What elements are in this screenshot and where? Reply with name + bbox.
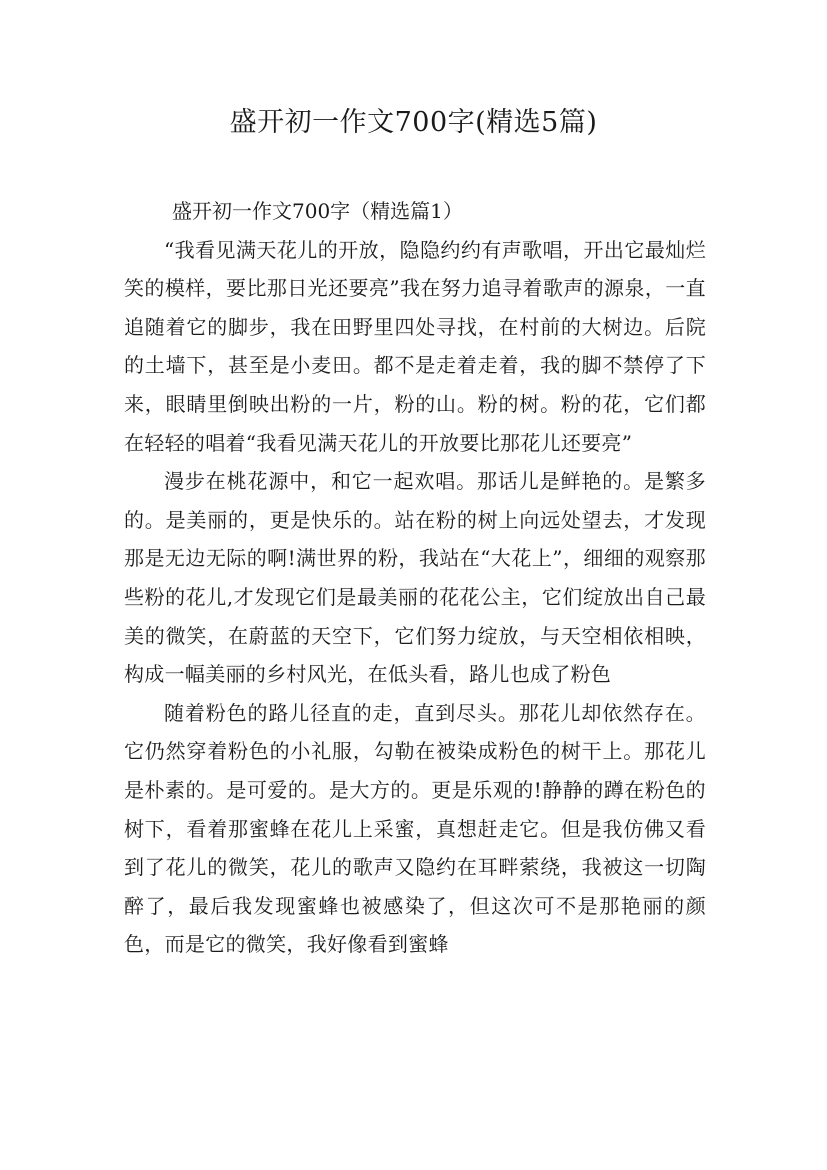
paragraph-1: “我看见满天花儿的开放，隐隐约约有声歌唱，开出它最灿烂笑的模样，要比那日光还要亮”我在努力追寻着歌声的源泉，一直追随着它的脚步，我在田野里四处寻找，在村前的大树边。后院的土墙下，甚至是小麦田。都不是走着走着，我的脚不禁停了下来，眼睛里倒映出粉的一片，粉的山。粉的树。粉的花，它们都在轻轻的唱着“我看见满天花儿的开放要比那花儿还要亮”: [124, 237, 706, 455]
document-title: 盛开初一作文700字(精选5篇): [229, 107, 598, 138]
paragraph-3: 随着粉色的路儿径直的走，直到尽头。那花儿却依然存在。它仍然穿着粉色的小礼服，勾勒在被染成粉色的树干上。那花儿是朴素的。是可爱的。是大方的。更是乐观的!静静的蹲在粉色的树下，看着那蜜蜂在花儿上采蜜，真想赶走它。但是我仿佛又看到了花儿的微笑，花儿的歌声又隐约在耳畔萦绕，我被这一切陶醉了，最后我发现蜜蜂也被感染了，但这次可不是那艳丽的颜色，而是它的微笑，我好像看到蜜蜂: [124, 700, 706, 957]
section-heading: 盛开初一作文700字（精选篇1）: [172, 199, 463, 223]
paragraph-2: 漫步在桃花源中，和它一起欢唱。那话儿是鲜艳的。是繁多的。是美丽的，更是快乐的。站在粉的树上向远处望去，才发现那是无边无际的啊!满世界的粉，我站在“大花上”，细细的观察那些粉的花儿,才发现它们是最美丽的花花公主，它们绽放出自己最美的微笑，在蔚蓝的天空下，它们努力绽放，与天空相依相映，构成一幅美丽的乡村风光，在低头看，路儿也成了粉色: [124, 469, 706, 687]
document-body: [124, 192, 706, 964]
